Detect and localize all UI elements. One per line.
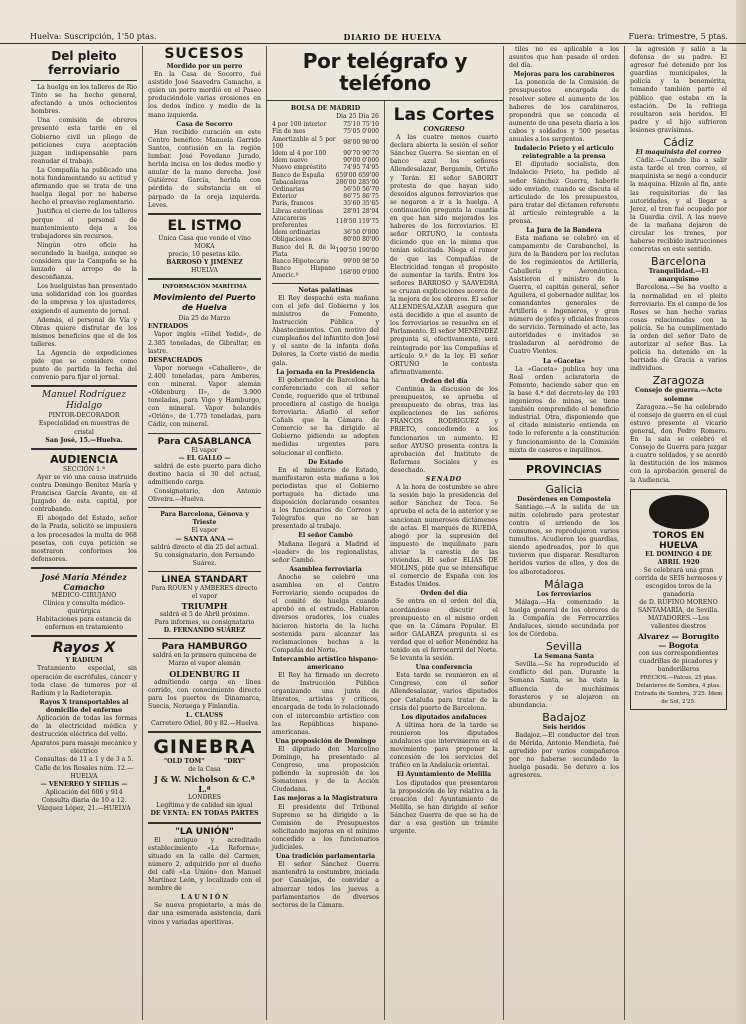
bolsa-label: Nuevo empréstito xyxy=(272,164,327,172)
ad-line: OLDENBURG II xyxy=(169,668,240,679)
bolsa-row xyxy=(272,193,379,200)
ad-line: de la Casa xyxy=(188,766,221,774)
ad-line: saldrá directo el día 25 del actual. xyxy=(150,543,259,551)
bolsa-label: Banco Hipotecario xyxy=(272,258,329,266)
bolsa-label: Fin de mes xyxy=(272,128,306,136)
bolsa-row xyxy=(272,215,379,229)
divider xyxy=(148,822,261,824)
ad-line: Alvarez — Borugito — Bogota xyxy=(638,631,719,650)
banner xyxy=(267,46,503,101)
section-label: INFORMACIÓN MARÍTIMA xyxy=(162,284,247,291)
divider xyxy=(31,80,137,81)
ad-title: TOROS EN HUELVA xyxy=(652,530,705,551)
ad-line: Para ROUEN y AMBERES directo el vapor xyxy=(151,584,258,600)
ad-line: El vapor xyxy=(191,446,218,454)
column-3a xyxy=(267,101,385,1020)
bolsa-value: 286'00 285'00 xyxy=(335,178,379,186)
article-text: Los diputados que presentaron la proposición de ley relativa a la creación del Ayuntamiento de Melilla, se han dirigido al señor Sánchez Guerra de que se ha de dar a esa gestión un trámite urgente. xyxy=(390,779,498,836)
ad-line: Consultas: de 11 a 1 y de 3 a 5. xyxy=(34,756,134,764)
bolsa-row xyxy=(272,179,379,186)
article-text: Ningún otro oficio ha secundado la huelga, aunque se considera que la Campaña se ha lanzado al arropo de la desconfianza. xyxy=(31,241,137,282)
ad-line: Clínica y consulta médico-quirúrgica xyxy=(42,599,126,616)
ad-line: Se celebrará una gran corrida de SEIS hermosos y escogidos toros de la ganadería xyxy=(634,566,723,599)
ad-title: LINEA STANDART xyxy=(161,574,248,585)
ad-line: J & W. Nicholson & C.ª L.ª xyxy=(154,774,255,795)
ad-line: L. CLAUSS xyxy=(186,711,223,719)
ad-line: Aplicación del 606 y 914 xyxy=(45,788,123,796)
bolsa-row xyxy=(272,186,379,193)
ad-line: Especialidad en muestras de cristal xyxy=(38,420,130,436)
ad-title: Rayos X xyxy=(52,640,116,657)
ad-line: "OLD TOM" "DRY" xyxy=(163,758,246,766)
bolsa-value: 99'00 98'50 xyxy=(343,258,379,266)
article-text: El presidente del Tribunal Supremo se ha dirigido a la Comisión de Presupuestos solicitando mejoras en el mínimo concedido a los funcionarios judiciales. xyxy=(272,803,379,852)
ad-line: — EL GALLO — xyxy=(178,454,231,462)
ad-toros xyxy=(630,489,727,711)
bolsa-label: Ídem ordinarias xyxy=(272,229,321,237)
article-text: Esta tarde se reunieron en el Congreso, con el señor Allendesalazar, varios diputados por Cataluña para tratar de la crisis del puerto de Barcelona. xyxy=(390,672,498,712)
bolsa-value: 80'00 80'00 xyxy=(343,236,379,244)
subhead-senado: SENADO xyxy=(425,476,463,484)
masthead-title: DIARIO DE HUELVA xyxy=(343,31,442,42)
bolsa-value: 90'70 90'70 xyxy=(343,150,379,157)
ad-line: Única Casa que vende el vino MOKA xyxy=(158,234,251,250)
ad-line: LONDRES xyxy=(188,794,221,802)
ad-text: Aplicación de todas las formas de la electricidad médica y destrucción eléctrica del vello. xyxy=(31,715,137,739)
ad-line: D. FERNANDO SUÁREZ xyxy=(163,627,246,635)
bolsa-label: Obligaciones xyxy=(272,236,312,244)
subhead: Asamblea ferroviaria xyxy=(289,565,362,573)
ad-line: saldrá en la primera quincena de Marzo el vapor alemán xyxy=(152,652,257,668)
ad-line: BARROSO Y JIMÉNEZ xyxy=(166,258,243,266)
ad-line: MATADORES.—Los valientes diestros xyxy=(647,615,710,631)
bolsa-row xyxy=(272,136,379,150)
subhead: El maquinista del correo xyxy=(635,149,722,157)
ad-line: PINTOR-DECORADOR xyxy=(48,412,120,420)
subhead: Mejoras para los carabineros xyxy=(513,71,615,79)
bolsa-label: Ídem al 4 por 100 xyxy=(272,150,327,157)
article-text: El Rey despachó esta mañana con el jefe del Gobierno y los ministros de Fomento, Instrucción Pública y Abastecimientos. Con motivo del cumpleaños del infantito don José y el santo de la infanta doña Dolores, la Corte vistió de media gala. xyxy=(272,294,379,367)
ad-line: saldrá el 5 de Abril próximo. xyxy=(159,611,250,619)
ad-title: Manuel Rodríguez Hidalgo xyxy=(41,390,126,412)
article-text: La Compañía ha publicado una nota fundamentando su actitud y afirmando que se trata de una huelga ilegal por no haberse hecho el preaviso reglamentario. xyxy=(31,166,137,207)
bolsa-row xyxy=(272,128,379,135)
ad-line: Carretero Odiel, 80 y 82.—Huelva xyxy=(151,720,258,727)
article-text: tiles no es aplicable a los asuntos que han pasado el orden del día. xyxy=(509,46,619,70)
bolsa-row xyxy=(272,258,379,265)
divider xyxy=(148,571,261,572)
ad-title-ginebra: GINEBRA xyxy=(153,736,256,759)
ad-text: admitiendo carga en línea corrido, con conocimiento directo para los puertos de Dinamarca, Suecia, Noruega y Finlandia. xyxy=(148,678,261,710)
article-text: El diputado socialista, don Indalecio Prieto, ha pedido al señor Sánchez Guerra, haberle sido enviado, cuando se discuta el articulado de los presupuestos, para tratar del dictamen referente al artículo reintegrable a la prensa. xyxy=(509,161,619,225)
bolsa-row xyxy=(272,200,379,207)
region-title: Zaragoza xyxy=(652,374,705,388)
subhead: El Ayuntamiento de Melilla xyxy=(396,771,492,779)
ad-line: Calle de los Rosales núm. 12.—HUELVA xyxy=(34,764,134,780)
divider xyxy=(31,567,137,569)
article-text: Anoche se celebró una asamblea en el Centro Ferroviario, siendo ocupados de el comité de huelga cuando aprobó en el estrado. Hablaron diversos oradores, los cuales hicieron historia de la lucha sostenida para alcanzar las reclamaciones hechas a la Compañía del Norte. xyxy=(272,573,379,654)
ad-line: EL DOMINGO 4 DE ABRIL 1920 xyxy=(645,550,712,566)
page-edge xyxy=(736,0,746,1024)
bolsa-label: Ídem nuevo xyxy=(272,157,308,165)
divider xyxy=(148,213,261,215)
divider xyxy=(509,458,619,460)
bolsa-label: Exterior xyxy=(272,193,297,201)
section-title-sucesos: SUCESOS xyxy=(164,46,245,62)
bolsa-value: 86'75 86'75 xyxy=(343,193,379,201)
column-5 xyxy=(625,46,732,1020)
ad-line: PRECIOS.—Palcos, 25 ptas. Delanteros de Sombra, 4 ptas. Entrada de Sombra, 3'25. Ídem de Sol, 2'25. xyxy=(634,674,723,706)
bolsa-label: Azucareras preferentes xyxy=(272,214,308,230)
article-text: En la Casa de Socorro, fué asistido José Saavedra Camacho, a quien un perro mordió en el Paseo produciéndole varias erosiones en los dedos índice y medio de la mano izquierda. xyxy=(148,71,261,119)
bolsa-value: 74'95 74'95 xyxy=(343,164,379,172)
divider xyxy=(148,638,261,639)
article-text: A las cuatro menos cuarto declara abierta la sesión el señor Sánchez Guerra. Se sientan en el banco azul los señores Allendesalazar, Bergamín, Ortuño y Terán. El señor SABORIT protesta de que hayan sido desoídos algunos ferroviarios que se negaron a ir a la huelga. A continuación pregunta la cuantía en que han sido mejorados los haberes de los ferroviarios. El señor ORTUÑO, le contesta diciendo que en la misma que tenían solicitada. Niega el rumor de que las Compañías de Electricidad tengan el propósito de aumentar la tarifa. Entre los señores BARROSO y SAAVEDRA se cruzan explicaciones acerca de la mejora de los obreros. El señor ALLENDESALAZAR asegura que está decidido a que el asunto de los ferroviarios se resuelva en el Parlamento. El señor MENÉNDEZ pregunta si, efectivamente, será reintegrado por las Compañías el artículo 9.º de la ley. El señor ORTUÑO le contesta afirmativamente. xyxy=(390,134,498,376)
bolsa-value: 659'00 659'00 xyxy=(335,171,379,179)
region-title: Badajoz xyxy=(542,710,586,724)
article-text: Sevilla.—Se ha reproducido el conflicto del pan. Durante la Semana Santa, se ha visto la afluencia de muchísimos forasteros y se alojaron en abundancia. xyxy=(509,661,619,709)
ad-line: Su consignatario, don Fernando Suárez. xyxy=(154,551,255,567)
article-text: La «Gaceta» publica hoy una Real orden aclaratoria de Fomento, haciendo saber que en la base 4.ª del decreto-ley de 193 ingenieros de minas, se tiene también comprendido el beneficio industrial. Otra, disponiendo que el citado ministerio entienda en todo lo referente a la constitución y funcionamiento de la Comisión mixta de caseros e inquilinos. xyxy=(509,365,619,454)
bolsa-dates: Día 25 Día 26 xyxy=(336,113,379,121)
bolsa-value: 190'50 190'00 xyxy=(335,247,379,255)
ad-line: San José, 15.—Huelva. xyxy=(45,436,123,444)
subhead: De Estado xyxy=(308,458,343,466)
column-1 xyxy=(26,46,143,1020)
article-text: Se entra en el orden del día, acordándose discutir el presupuesto en el mismo orden que en la Cámara Popular. El señor GALARZA pregunta si es verdad que el señor Menéndez ha tenido en el ferrocarril del Norte. Se levanta la sesión. xyxy=(390,598,498,663)
subhead: La Semana Santa xyxy=(534,653,594,661)
article-text: A la hora de costumbre se abre la sesión bajo la presidencia del señor Sánchez de Toca. Se aprueba el acta de la anterior y se sancionan numerosos dictámenes de actas. El marqués de RUEDA, abogó por la supresión del impuesto de inquilinato para aliviar la carestía de las viviendas. El señor ELIAS DE MOLINS, pide que se intensifique el comercio de España con los Estados Unidos. xyxy=(390,484,498,589)
bolsa-value: 35'60 35'65 xyxy=(343,200,379,208)
divider xyxy=(148,731,261,733)
article-text: La huelga en los talleres de Rio Tinto se ha hecho general, afectando a unos ochocientos hombres. xyxy=(31,84,137,116)
article-text: Zaragoza.—Se ha celebrado el consejo de guerra en el cual estuvo presente el vicario general, don Pedro Romero. En la sala se celebró el Consejo de Guerra para juzgar a cuatro soldados, y se acordó la destitución de los mismos con la aprobación general de la Audiencia. xyxy=(630,403,727,484)
bolsa-row xyxy=(272,236,379,243)
bolsa-value: 90'00 0'000 xyxy=(343,157,379,165)
article-text: Mañana llegará a Madrid el «leader» de los regionalistas, señor Cambó. xyxy=(272,540,379,564)
section-title-audiencia: AUDIENCIA xyxy=(50,452,118,466)
ad-line: con sus correspondientes cuadrillas de picadores y banderilleros xyxy=(638,649,719,673)
article-text: la agresión y salió a la defensa de su padre. El agresor fué detenido por los guardias municipales, la policía y la benemérita, tomando también parte el público que estaba en la estación. De la refriega resultaron seis heridos. El padre y el hijo sufrieron lesiones gravísimas. xyxy=(630,46,727,134)
article-text: Una comisión de obreros presentó esta tarde en el Gobierno civil un pliego de peticiones cuya aceptación juzgan indispensable para reanudar el trabajo. xyxy=(31,117,137,165)
divider xyxy=(509,479,619,480)
subhead: Casa de Socorro xyxy=(176,120,233,128)
ad-line: L A U N I Ó N xyxy=(180,894,229,902)
article-text: Badajoz.—El conductor del tren de Mérida, Antonio Mendieta, fué agredido por varios compañeros por no haberse secundado la huelga pasada. Se detuvo a los agresores. xyxy=(509,731,619,780)
subhead: Tranquilidad.—El anarquismo xyxy=(648,268,709,284)
ad-line: Habitaciones para estancia de enfermos en tratamiento xyxy=(36,616,132,632)
ad-line: Rayos X transportables al domicilio del enfermo xyxy=(39,698,129,714)
article-text: Esta mañana se celebró en el campamento de Carabanchel, la jura de la Bandera por los reclutas de los regimientos de Artillería, Caballería y Aeronáutica. Asistieron el ministro de la Guerra, el capitán general, señor Aguilera, el gobernador militar, los comandantes generales de Artillería e Ingenieros, y gran número de jefes y oficiales francos de servicio. Terminado el acto, las autoridades e invitados se trasladaron al aeródromo de Cuatro Vientos. xyxy=(509,235,619,356)
bolsa-row xyxy=(272,265,379,279)
ad-title: Para Barcelona, Génova y Trieste xyxy=(160,511,249,527)
bolsa-value: 75'05 0'000 xyxy=(343,128,379,136)
article-text: El gobernador de Barcelona ha conferenciado con el señor Conde, reguerido que el tribunal procediera al castigo de huelga ferroviaria. Añadió el señor Cañals que la Cámara de Comercio se ha dirigido al Gobierno pidiendo se adopten medidas urgentes para solucionar el conflicto. xyxy=(272,376,379,457)
divider xyxy=(148,507,261,508)
subhead: El señor Cambó xyxy=(298,532,353,540)
bolsa-value: 118'50 119'75 xyxy=(335,218,379,226)
bolsa-row xyxy=(272,244,379,258)
article-text: La ponencia de la Comisión de presupuestos encargada de resolver sobre el aumento de los haberes de los carabineros, propondrá que se conceda el aumento de una peseta diaria a los cabos y soldados y 500 pesetas anuales a los sargentos. xyxy=(509,79,619,144)
column-3-split xyxy=(267,101,503,1020)
column-3 xyxy=(267,46,504,1020)
ad-line: de D. RUFINO MORENO SANTAMARÍA, de Sevilla. xyxy=(637,599,720,615)
column-4 xyxy=(504,46,625,1020)
port-subhead: DESPACHADOS xyxy=(148,356,203,364)
ad-line: Consulta diaria de 10 a 12. xyxy=(41,796,127,804)
subhead: Los ferroviarios xyxy=(536,590,592,598)
masthead xyxy=(0,30,746,44)
bolsa-value: 168'00 0'000 xyxy=(339,268,379,276)
ad-line: DE VENTA: EN TODAS PARTES xyxy=(150,810,259,818)
masthead-right: Fuera: trimestre, 5 ptas. xyxy=(628,32,728,41)
bolsa-label: Banco del R. de la Plata xyxy=(272,243,336,258)
ad-text: saldrá de este puerto para dicho destino hacia el 30 del actual, admitiendo carga. xyxy=(148,462,261,486)
bolsa-label: Tabacaleras xyxy=(272,178,309,186)
article-text: La Agencia de expediciones pide que se considere como punto de partida la fecha del convenio para fijar el jornal. xyxy=(31,350,137,382)
ad-rayos xyxy=(31,640,137,813)
article-text: Han recibido curación en este Centro benéfico: Manuela Garrido Santos, contusión en la región lumbar. José Povedano Jurado, herida incisa en los dedos medio y anular de la mano derecha. José Gutiérrez García, herida con pérdida de substancia en el párpado de la oreja izquierda. Leves. xyxy=(148,128,261,209)
subhead: La jornada en la Presidencia xyxy=(276,368,375,376)
divider xyxy=(272,283,379,284)
subhead: Una conferencia xyxy=(415,664,473,672)
ad-title: "LA UNIÓN" xyxy=(175,826,234,837)
article-title-pleito: Del pleito ferroviario xyxy=(48,49,120,77)
article-text: Además, el personal de Vía y Obras quiere disfrutar de los mismos beneficios que el de los talleres. xyxy=(31,316,137,348)
ad-subtitle: Y RADIUM xyxy=(65,657,103,665)
section-title-bolsa: BOLSA DE MADRID xyxy=(290,105,361,112)
bolsa-label: París, francos xyxy=(272,200,314,208)
divider xyxy=(31,448,137,450)
bolsa-row xyxy=(272,229,379,236)
subhead: Una proposición de Domingo xyxy=(275,737,376,745)
bolsa-label: Banco de España xyxy=(272,171,325,179)
region-title: Sevilla xyxy=(545,640,583,654)
bolsa-row xyxy=(272,164,379,171)
port-date: Día 25 de Marzo xyxy=(178,315,231,323)
ad-line: — VENEREO Y SIFILIS — xyxy=(40,780,128,788)
bolsa-label: Banco Hispano Americ.º xyxy=(272,265,336,280)
bolsa-row xyxy=(272,150,379,157)
ad-line: TRIUMPH xyxy=(181,601,228,612)
section-title-provincias: PROVINCIAS xyxy=(525,462,602,476)
article-text: El Rey ha firmado un decreto de Instrucción Pública organizando una junta de literatos, artistas y críticos, encargada de todo lo relacionado con el intercambio artístico con las Repúblicas hispano-americanas. xyxy=(272,672,379,736)
ad-text: Tratamiento especial, sin operación de escrófulas, cáncer y toda clase de tumores por el Radium y la Radioterapia. xyxy=(31,665,137,697)
article-text: El abogado del Estado, señor de la Prada, solicitó se impusiera a los procesados la multa de 968 pesetas, con cuya petición se mostraron conformes los defensores. xyxy=(31,515,137,563)
section-subtitle: SECCIÓN 1.ª xyxy=(63,465,105,473)
subhead: Seis heridos xyxy=(542,723,586,731)
ad-text: El antiguo y acreditado establecimiento «La Reforma», situado en la calle del Carmen, número 2, adquirido por el dueño del café «La Unión» don Manuel Martínez León, y localizado con el nombre de xyxy=(148,836,261,893)
subhead: Una tradición parlamentaria xyxy=(275,853,376,861)
masthead-left: Huelva: Suscripción, 1'50 ptas. xyxy=(30,32,157,41)
section-title-cortes: Las Cortes xyxy=(393,105,495,125)
ad-line: — SANTA ANA — xyxy=(175,535,234,543)
ad-line: HUELVA xyxy=(190,267,219,275)
subhead: Orden del día xyxy=(420,377,468,385)
divider xyxy=(148,433,261,434)
region-title: Cádiz xyxy=(663,136,694,150)
ad-title: Para HAMBURGO xyxy=(161,642,248,653)
bolsa-table xyxy=(272,121,379,279)
ad-line: Legítima y de calidad sin igual xyxy=(156,802,253,810)
divider xyxy=(148,278,261,280)
article-text: El señor Sánchez Guerra mantendrá la costumbre, iniciada por Canalejas, de convidar a almorzar todos los jueves a parlamentarios de diversos sectores de la Cámara. xyxy=(272,861,379,909)
bolsa-value: 28'91 28'94 xyxy=(343,207,379,215)
article-text: Vapor inglés «Gibel Yedid», de 2.385 toneladas, de Gibraltar, en lastre. xyxy=(148,331,261,355)
port-subhead: ENTRADOS xyxy=(148,323,189,331)
divider xyxy=(31,635,137,637)
bull-icon xyxy=(649,495,709,529)
section-title-port: Movimiento del Puerto de Huelva xyxy=(153,293,256,313)
ad-title: José María Méndez Camacho xyxy=(41,571,127,592)
ad-line: Vázquez López, 21.—HUELVA xyxy=(37,805,131,813)
region-title: Barcelona xyxy=(651,255,706,269)
banner-title: Por telégrafo y teléfono xyxy=(302,49,468,95)
article-text: A última hora de la tarde se reunieron los diputados andaluces que intervinieron en el movimiento para proponer la concesión de los servicios del tráfico en la Andalucía oriental. xyxy=(390,721,498,770)
subhead: Intercambio artístico hispano-americano xyxy=(272,655,379,671)
bolsa-value: 56'50 56'70 xyxy=(343,186,379,194)
ad-doctor xyxy=(31,572,137,632)
ad-title: Para CASABLANCA xyxy=(157,436,252,447)
bolsa-value: 75'10 75'10 xyxy=(343,121,379,129)
bolsa-row xyxy=(272,121,379,128)
ad-text: Se nueva propietario, a más de dar una esmerada asistencia, dará vinos y variadas aperitivas. xyxy=(148,902,261,926)
ad-line: Para informes, su consignatario xyxy=(154,619,255,627)
ad-line: precio, 10 pesetas kilo. xyxy=(168,250,241,258)
article-text: Málaga.—Ha comenzado la huelga general de los obreros de la Compañía de Ferrocarriles Andaluces, siendo secundada por los de Córdoba. xyxy=(509,598,619,639)
columns xyxy=(26,46,732,1020)
bolsa-value: 98'00 98'00 xyxy=(343,139,379,147)
article-text: Justifica el cierre de los talleres porque el personal de mantenimiento deja a los trabajadores sin recursos. xyxy=(31,208,137,240)
ad-title-istmo: EL ISTMO xyxy=(167,217,242,234)
column-2 xyxy=(143,46,267,1020)
ad-line: El vapor xyxy=(191,527,218,535)
ad-line: Aparatos para masaje mecánico y eléctrico xyxy=(31,740,137,756)
subhead: Desórdenes en Compostela xyxy=(517,495,611,503)
article-text: Santiago.—A la salida de un mitin celebrado para protestar contra el arriendo de los consumos, se reprodujeron varios tumultos. Acudieron los guardias, siendo apedreados, por lo que tuvieron que disparar. Resultaron heridos varios de ellos, y dos de los alborotadores. xyxy=(509,503,619,576)
bolsa-label: Ordinarias xyxy=(272,186,305,194)
subhead: Mordido por un perro xyxy=(166,63,243,70)
subhead: Las mejoras a la Magistratura xyxy=(273,795,378,803)
subhead: La «Gaceta» xyxy=(542,357,586,365)
region-title: Málaga xyxy=(544,577,584,591)
article-text: Vapor noruego «Caballero», de 2.400 toneladas, para Amberes, con mineral. Vapor alemán «Oldenburg II», de 3.900 toneladas, para Vigo y Hamburgo, con mineral. Vapor holandés «Orión», de 1.775 toneladas, para Cádiz, con mineral. xyxy=(148,364,261,429)
bolsa-row xyxy=(272,172,379,179)
subhead: Los diputados andaluces xyxy=(401,713,487,721)
subhead-congreso: CONGRESO xyxy=(423,126,465,133)
divider xyxy=(31,385,137,387)
region-title: Galicia xyxy=(545,482,583,496)
article-text: Cádiz.—Cuando iba a salir esta tarde el tren correo, el maquinista se negó a conducir la máquina. Hízolo al fin, ante las requisitorias de las autoridades, y al llegar a Jerez, el tren fué ocupado por la Guardia civil. A las nueve de la mañana dejaron de circular los trenes, por haberse recibido instrucciones concretas en este sentido. xyxy=(630,157,727,254)
bolsa-label: Libras esterlinas xyxy=(272,207,323,215)
subhead: Orden del día xyxy=(420,590,468,598)
article-text: En el ministerio de Estado, manifestaron esta mañana a los periodistas que el Gobierno portugués ha dictado una disposición declarando cesantes a los funcionarios de Correos y Telégrafos que no se han presentado al trabajo. xyxy=(272,466,379,531)
article-text: Los huelguistas han presentado una solidaridad con los guardas de la empresa y los ajustadores, exigiendo el aumento de jornal. xyxy=(31,283,137,315)
subhead: Notas palatinas xyxy=(298,286,353,294)
column-3b xyxy=(385,101,503,1020)
ad-text: Consignatario, don Antonio Oliveira.—Huelva. xyxy=(148,488,261,504)
article-text: El diputado don Marcelino Domingo, ha presentado al Congreso, una proposición pidiendo la supresión de los Somatenes y de la Acción Ciudadana. xyxy=(272,745,379,794)
subhead: La Jura de la Bandera xyxy=(526,227,602,235)
bolsa-row xyxy=(272,157,379,164)
bolsa-label: Amortizable al 5 por 100 xyxy=(272,135,336,150)
ad-line: MÉDICO-CIRUJANO xyxy=(51,591,117,599)
subhead: Consejo de guerra.—Acto solemne xyxy=(634,387,723,403)
ad-painter xyxy=(31,390,137,444)
bolsa-label: 4 por 100 interior xyxy=(272,121,327,129)
subhead: Indalecio Prieto y el articulo reintegrable a la prensa xyxy=(514,145,614,161)
article-text: Ayer se vió una causa instruida contra Domingo Benítez María y Francisca García Avante, en el Juzgado de esta capital, por contrabando. xyxy=(31,473,137,514)
article-text: Barcelona.—Se ha vuelto a la normalidad en el pleito ferroviario. En el campo de los Roses se han hecho varias cosas relacionadas con la policía. Se ha cumplimentado la orden del señor Dato de autorizar al señor Bas. La policía ha detenido en la barriada de Gracia a varios individuos. xyxy=(630,284,727,373)
bolsa-value: 36'50 0'000 xyxy=(343,229,379,237)
article-text: Continúa la discusión de los presupuestos, se aprueba el presupuesto de obras, tras las explicaciones de los señores FRANCOS RODRÍGUEZ y PRIETO, concediendo a los funcionarios un aumento. El señor AYUSO presenta contra la aprobación del Instituto de Reformas Sociales y es desechado. xyxy=(390,386,498,474)
bolsa-row xyxy=(272,208,379,215)
